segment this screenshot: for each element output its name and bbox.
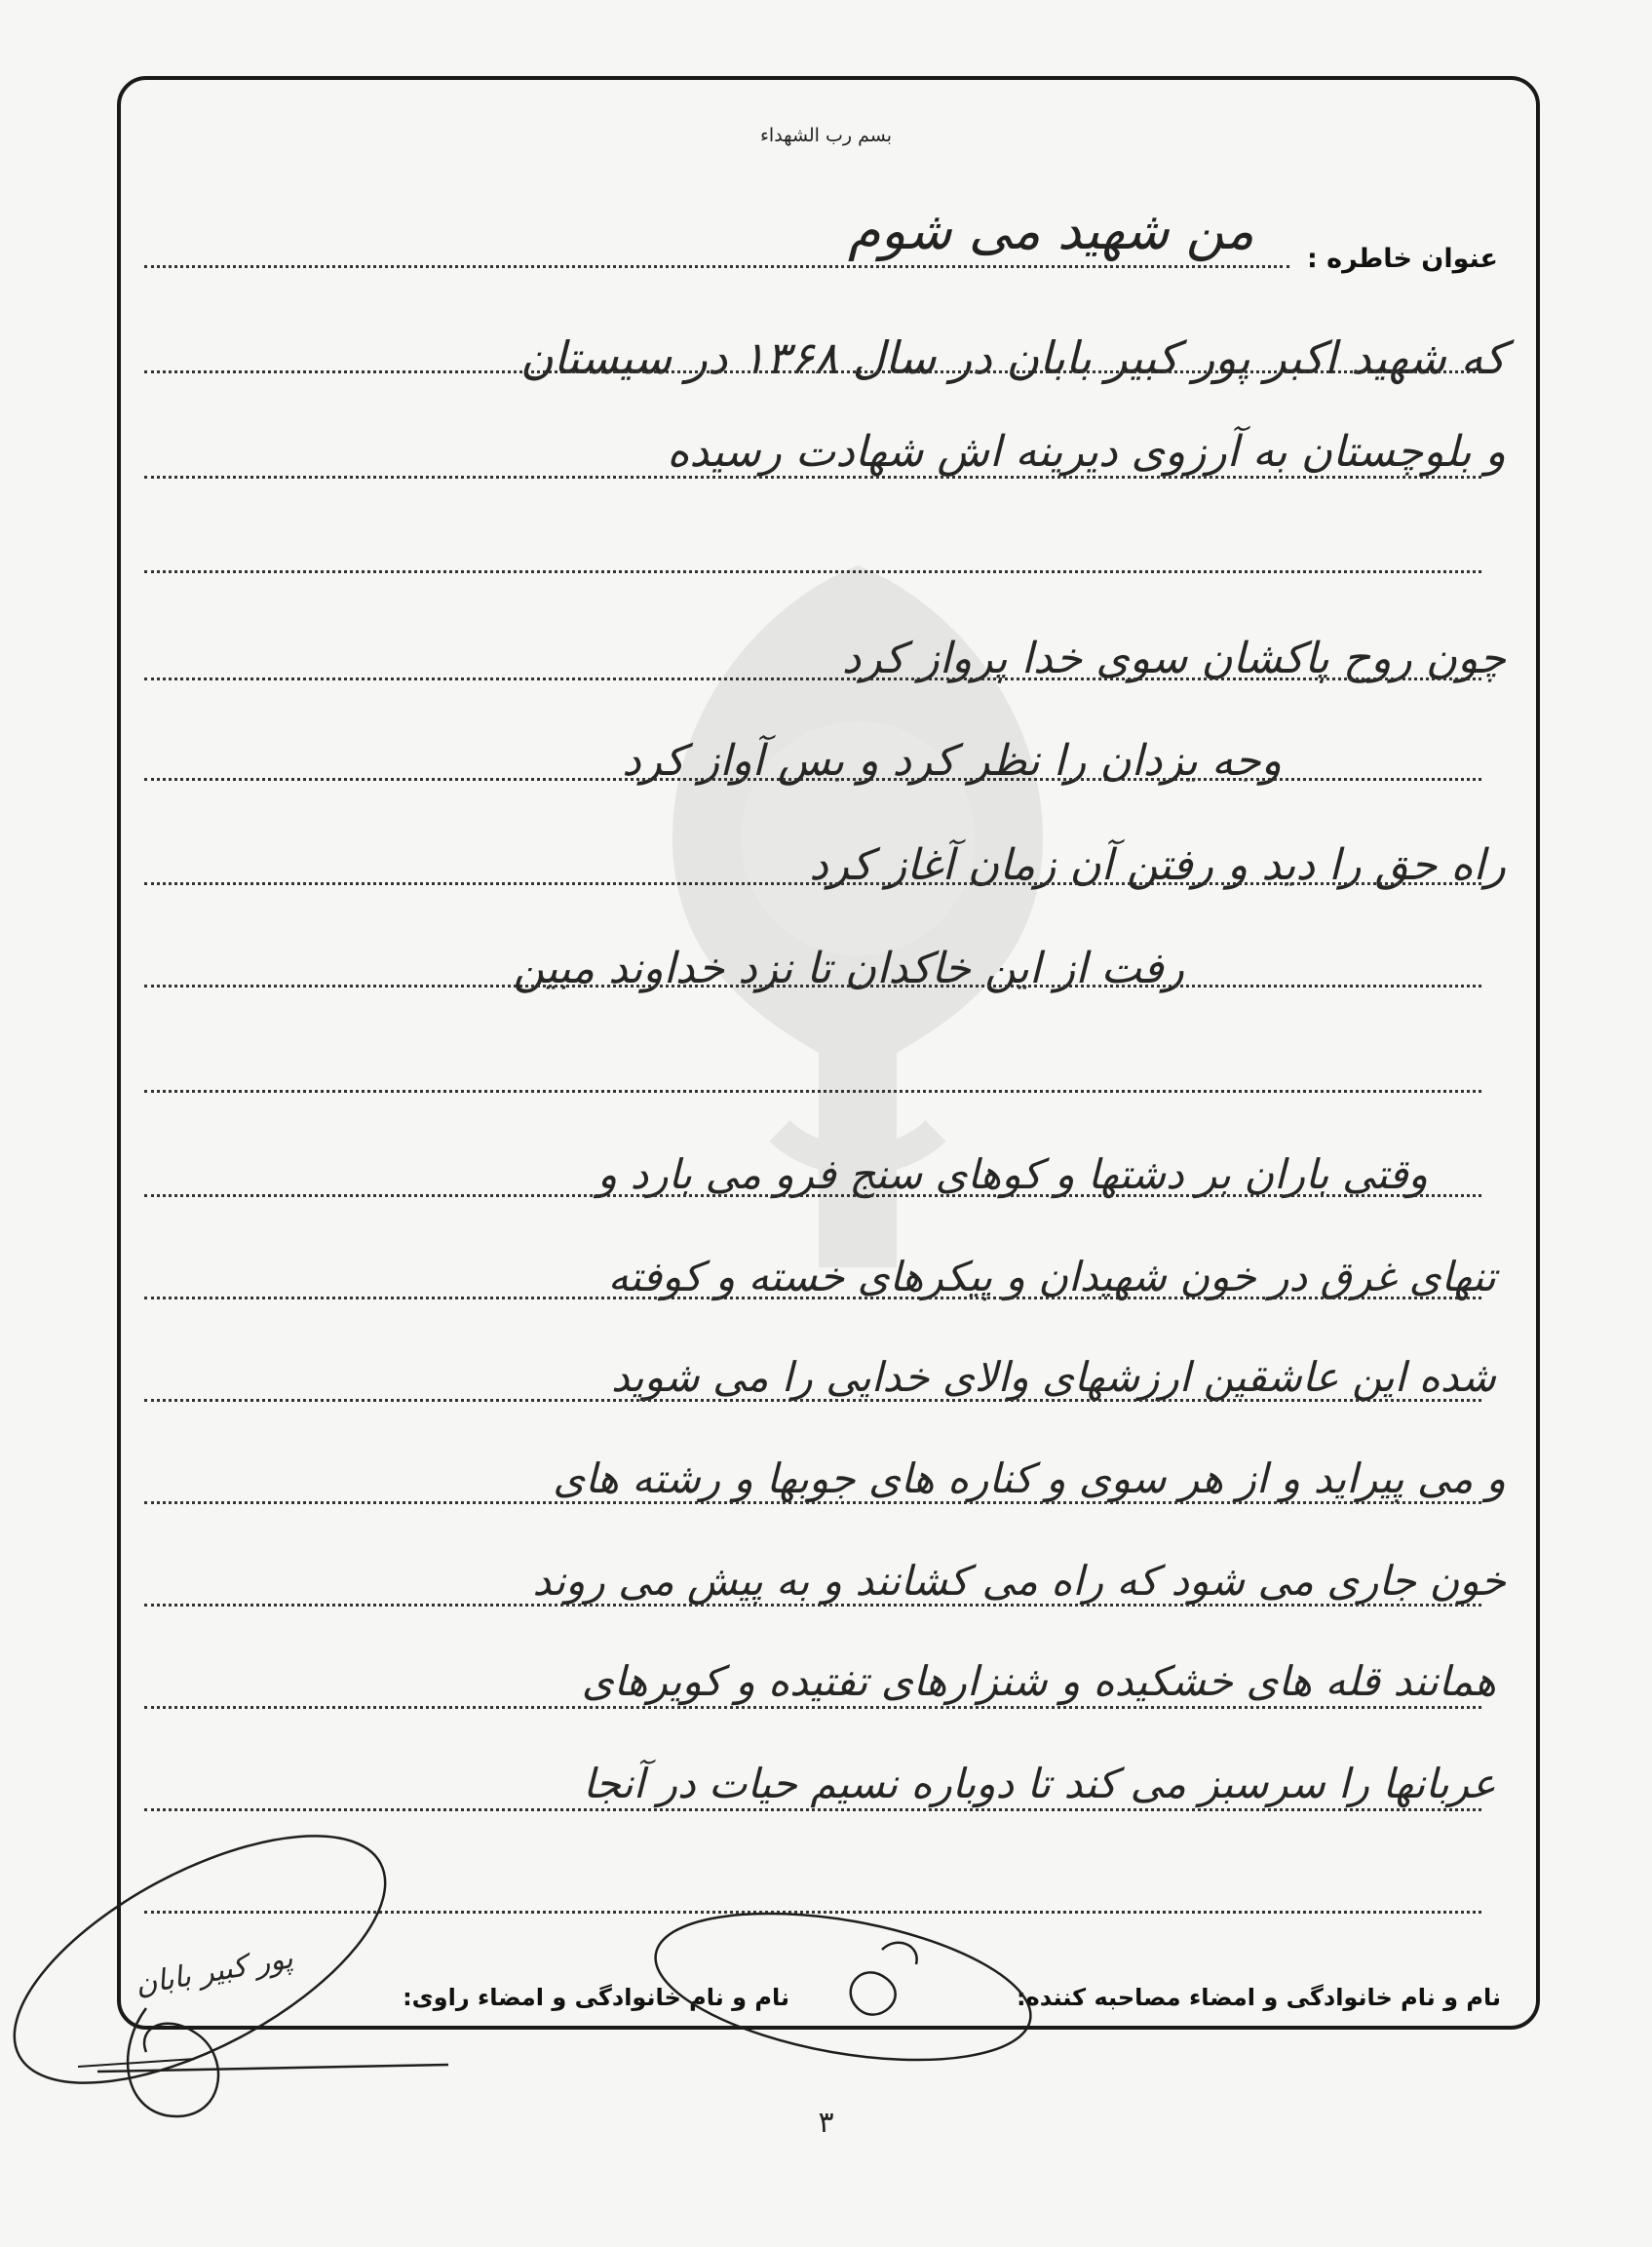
memoir-line-12: و می پیراید و از هر سوی و کناره های جوبها و رشته های: [553, 1454, 1506, 1502]
memoir-line-4: چون روح پاکشان سوی خدا پرواز کرد: [841, 634, 1506, 683]
memoir-line-2: و بلوچستان به آرزوی دیرینه اش شهادت رسیده: [667, 427, 1506, 477]
memoir-line-13: خون جاری می شود که راه می کشانند و به پیش می روند: [532, 1557, 1506, 1605]
narrator-signature: [0, 1786, 448, 2133]
memoir-line-11: شده این عاشقین ارزشهای والای خدایی را می شوید: [610, 1353, 1496, 1401]
memoir-line-7: رفت از این خاکدان تا نزد خداوند مبین: [513, 944, 1184, 993]
memoir-line-14: همانند قله های خشکیده و شنزارهای تفتیده و کویرهای: [581, 1657, 1496, 1705]
interviewer-signature: [644, 1888, 1042, 2085]
narrator-signature-text: پور کبیر بابان: [133, 1941, 296, 2002]
memoir-line-10: تنهای غرق در خون شهیدان و پیکرهای خسته و کوفته: [607, 1253, 1496, 1300]
memoir-line-5: وجه یزدان را نظر کرد و بس آواز کرد: [622, 736, 1282, 786]
memoir-line-1: که شهید اکبر پور کبیر بابان در سال ۱۳۶۸ در سیستان: [519, 331, 1506, 384]
memoir-line-6: راه حق را دید و رفتن آن زمان آغاز کرد: [809, 840, 1506, 890]
title-label: عنوان خاطره :: [1306, 244, 1498, 274]
page-number: ۳: [818, 2106, 834, 2140]
memoir-line-9: وقتی باران بر دشتها و کوهای سنج فرو می بارد و: [597, 1150, 1428, 1198]
title-value-handwritten: من شهید می شوم: [848, 200, 1254, 261]
interviewer-label: نام و نام خانوادگی و امضاء مصاحبه کننده:: [1016, 1984, 1501, 2011]
narrator-label: نام و نام خانوادگی و امضاء راوی:: [403, 1984, 789, 2011]
memoir-line-15: عربانها را سرسبز می کند تا دوباره نسیم حیات در آنجا: [583, 1760, 1496, 1807]
header-bismillah: بسم رب الشهداء: [760, 125, 892, 146]
